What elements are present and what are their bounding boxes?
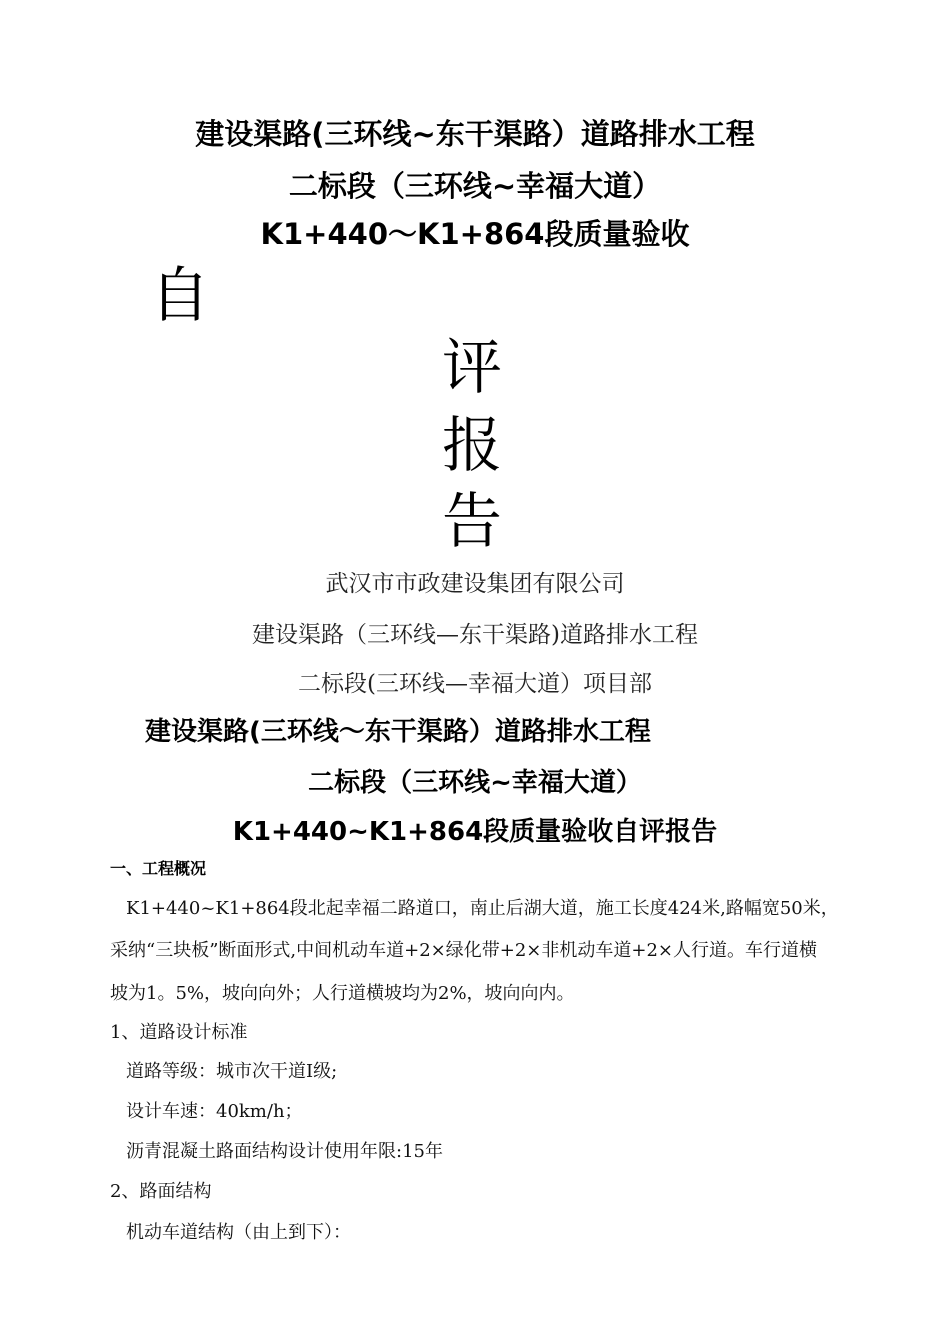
- report-heading-line2: 二标段（三环线~幸福大道）: [308, 768, 642, 798]
- cover-org-line1: 武汉市市政建设集团有限公司: [325, 571, 625, 597]
- cover-org-line3: 二标段(三环线—幸福大道）项目部: [298, 671, 652, 697]
- cover-big-char-report: 报: [442, 411, 502, 481]
- cover-title-line2: 二标段（三环线~幸福大道）: [288, 169, 662, 203]
- subsection1-item3: 沥青混凝土路面结构设计使用年限:15年: [126, 1141, 443, 1162]
- section1-title: 一、工程概况: [110, 859, 207, 878]
- subsection1-title: 1、道路设计标准: [110, 1022, 248, 1043]
- report-heading-line1: 建设渠路(三环线～东干渠路）道路排水工程: [145, 717, 651, 747]
- subsection1-item2: 设计车速：40km/h；: [126, 1101, 303, 1122]
- cover-big-char-evaluate: 评: [442, 333, 502, 403]
- subsection2-item1: 机动车道结构（由上到下）：: [126, 1222, 351, 1243]
- cover-big-char-tell: 告: [442, 487, 502, 557]
- cover-title-line3: K1+440～K1+864段质量验收: [260, 217, 690, 251]
- subsection1-item1: 道路等级：城市次干道I级;: [126, 1061, 338, 1082]
- para1-line1: K1+440~K1+864段北起幸福二路道口，南止后湖大道，施工长度424米,路幅宽50米，: [126, 898, 839, 919]
- para1-line3: 坡为1。5%，坡向向外；人行道横坡均为2%，坡向向内。: [110, 983, 575, 1004]
- report-heading-line3: K1+440~K1+864段质量验收自评报告: [232, 817, 718, 847]
- cover-org-line2: 建设渠路（三环线—东干渠路)道路排水工程: [252, 622, 698, 648]
- subsection2-title: 2、路面结构: [110, 1181, 212, 1202]
- para1-line2: 采纳“三块板”断面形式,中间机动车道+2×绿化带+2×非机动车道+2×人行道。车行道横: [110, 940, 817, 961]
- cover-big-char-self: 自: [150, 261, 210, 331]
- cover-title-line1: 建设渠路(三环线~东干渠路）道路排水工程: [195, 117, 755, 151]
